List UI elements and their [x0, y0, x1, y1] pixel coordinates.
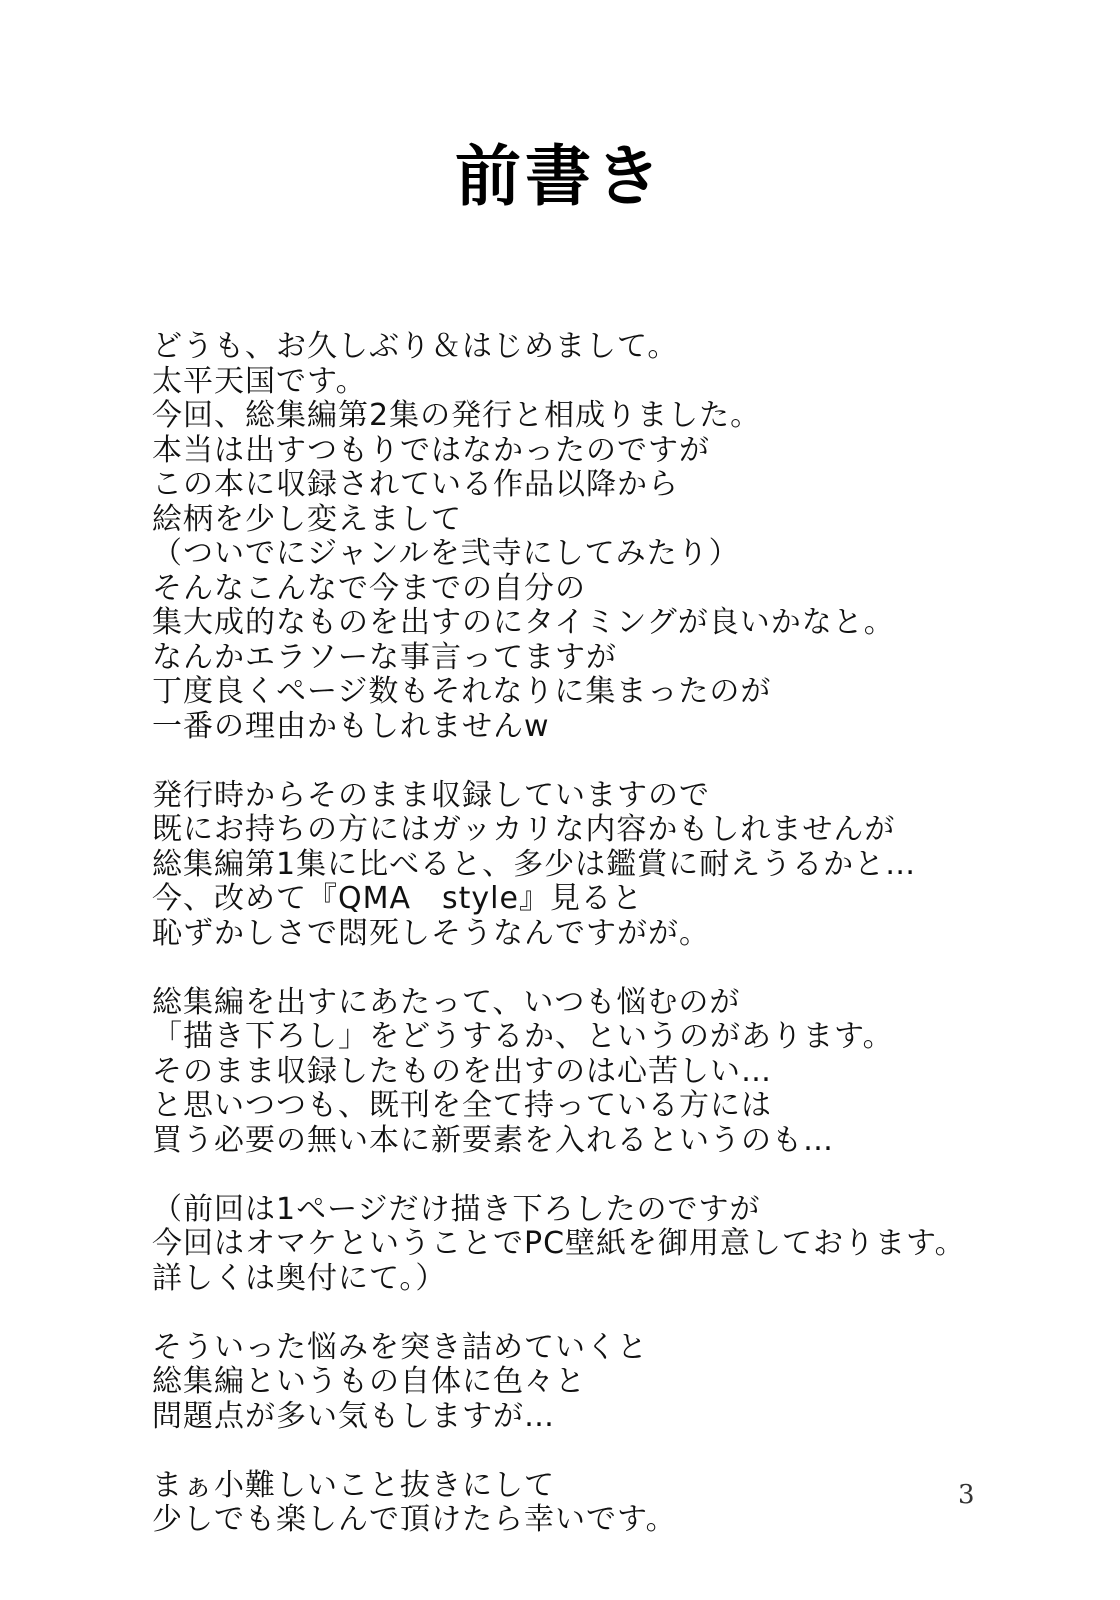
text-line: 一番の理由かもしれませんw — [152, 708, 550, 744]
text-line: 詳しくは奥付にて。） — [152, 1260, 447, 1296]
text-line: なんかエラソーな事言ってますが — [152, 639, 617, 675]
text-line: 恥ずかしさで悶死しそうなんですがが。 — [152, 915, 710, 951]
text-line: 今、改めて『QMA style』見ると — [152, 881, 643, 916]
page-title: 前書き — [455, 138, 665, 216]
text-line: 今回はオマケということでPC壁紙を御用意しております。 — [152, 1226, 966, 1261]
text-line: そんなこんなで今までの自分の — [152, 570, 586, 606]
text-line: 集大成的なものを出すのにタイミングが良いかなと。 — [152, 605, 895, 640]
paragraph — [152, 1193, 1052, 1297]
text-line: 「描き下ろし」をどうするか、というのがあります。 — [152, 1019, 894, 1054]
text-line: と思いつつも、既刊を全て持っている方には — [152, 1088, 772, 1123]
text-line: 総集編第1集に比べると、多少は鑑賞に耐えうるかと… — [152, 846, 917, 882]
text-line: 今回、総集編第2集の発行と相成りました。 — [152, 398, 762, 433]
text-line: この本に収録されている作品以降から — [152, 467, 679, 502]
paragraph — [152, 986, 1052, 1159]
text-line: 総集編というもの自体に色々と — [152, 1364, 586, 1399]
foreword-body — [152, 330, 1052, 1572]
text-line: そのまま収録したものを出すのは心苦しい… — [152, 1053, 772, 1089]
page-number: 3 — [958, 1480, 975, 1510]
text-line: 絵柄を少し変えまして — [152, 501, 462, 537]
text-line: 発行時からそのまま収録していますので — [152, 777, 710, 813]
text-line: （前回は1ページだけ描き下ろしたのですが — [152, 1191, 761, 1227]
text-line: 問題点が多い気もしますが… — [152, 1398, 555, 1434]
text-line: 丁度良くページ数もそれなりに集まったのが — [152, 674, 772, 709]
text-line: 総集編を出すにあたって、いつも悩むのが — [152, 984, 741, 1020]
text-line: 既にお持ちの方にはガッカリな内容かもしれませんが — [152, 812, 896, 847]
text-line: 買う必要の無い本に新要素を入れるというのも… — [152, 1122, 834, 1158]
paragraph — [152, 330, 1052, 744]
text-line: 本当は出すつもりではなかったのですが — [152, 432, 710, 468]
text-line: どうも、お久しぶり＆はじめまして。 — [152, 329, 679, 364]
text-line: 太平天国です。 — [152, 363, 367, 399]
text-line: まぁ小難しいこと抜きにして — [152, 1467, 555, 1503]
paragraph — [152, 1331, 1052, 1435]
text-line: そういった悩みを突き詰めていくと — [152, 1329, 648, 1365]
text-line: 少しでも楽しんで頂けたら幸いです。 — [152, 1502, 677, 1537]
paragraph — [152, 779, 1052, 952]
paragraph — [152, 1469, 1052, 1538]
text-line: （ついでにジャンルを弐寺にしてみたり） — [152, 536, 740, 571]
